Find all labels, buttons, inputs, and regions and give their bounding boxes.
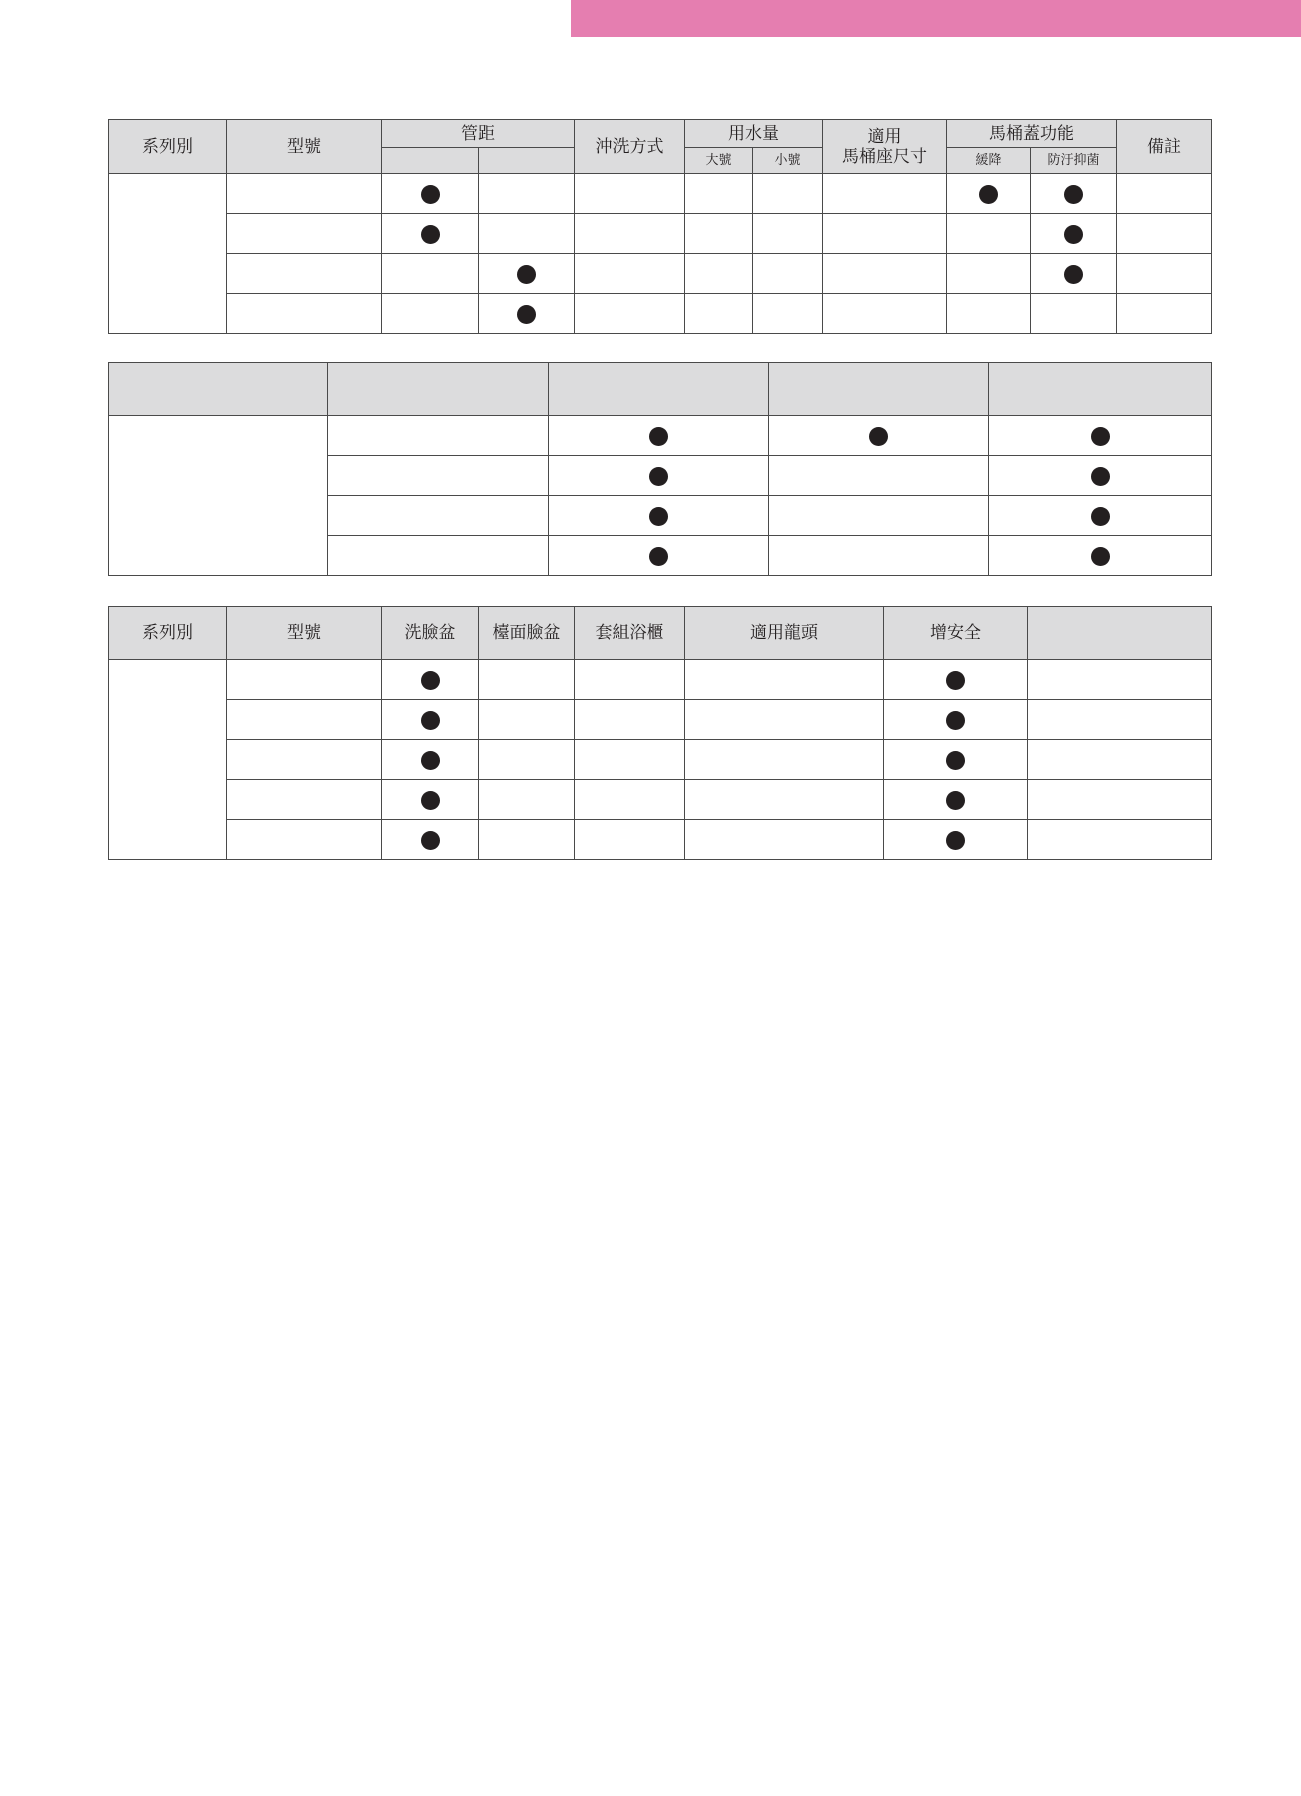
- flush-cell: [575, 174, 685, 214]
- cabinet-set-cell: [575, 780, 685, 820]
- header-counter-basin: 檯面臉盆: [479, 607, 575, 660]
- series-cell: [109, 416, 328, 576]
- seat-size-cell: [823, 174, 947, 214]
- dot-marker: [421, 671, 440, 690]
- dot-marker: [946, 831, 965, 850]
- safety-cell: [884, 780, 1028, 820]
- counter-basin-cell: [479, 740, 575, 780]
- header-pipe-distance: 管距: [382, 120, 575, 148]
- faucet-cell: [685, 660, 884, 700]
- dot-marker: [649, 427, 668, 446]
- pipe-a-cell: [382, 214, 479, 254]
- washbasin-cell: [382, 660, 479, 700]
- antibacterial-cell: [1031, 214, 1117, 254]
- header-col-4: [769, 363, 989, 416]
- col-4-cell: [769, 496, 989, 536]
- dot-marker: [946, 711, 965, 730]
- model-cell: [227, 294, 382, 334]
- col-4-cell: [769, 456, 989, 496]
- header-safety: 增安全: [884, 607, 1028, 660]
- pipe-b-cell: [479, 174, 575, 214]
- dot-marker: [869, 427, 888, 446]
- subheader-small: 小號: [753, 148, 823, 174]
- header-row: [109, 607, 1212, 660]
- dot-marker: [421, 225, 440, 244]
- model-cell: [328, 456, 549, 496]
- header-col-2: [328, 363, 549, 416]
- flush-cell: [575, 294, 685, 334]
- blank-cell: [1028, 740, 1212, 780]
- notes-cell: [1117, 294, 1212, 334]
- dot-marker: [649, 507, 668, 526]
- header-col-3: [549, 363, 769, 416]
- model-cell: [227, 660, 382, 700]
- dot-marker: [1091, 467, 1110, 486]
- dot-marker: [421, 831, 440, 850]
- notes-cell: [1117, 214, 1212, 254]
- safety-cell: [884, 820, 1028, 860]
- counter-basin-cell: [479, 660, 575, 700]
- soft-close-cell: [947, 294, 1031, 334]
- antibacterial-cell: [1031, 254, 1117, 294]
- counter-basin-cell: [479, 820, 575, 860]
- dot-marker: [1091, 547, 1110, 566]
- counter-basin-cell: [479, 700, 575, 740]
- header-seat-size: [823, 120, 947, 174]
- col-5-cell: [989, 536, 1212, 576]
- pipe-a-cell: [382, 174, 479, 214]
- cabinet-set-cell: [575, 700, 685, 740]
- header-row: [109, 120, 1212, 148]
- faucet-cell: [685, 740, 884, 780]
- pipe-b-cell: [479, 214, 575, 254]
- subheader-large: 大號: [685, 148, 753, 174]
- dot-marker: [517, 305, 536, 324]
- series-cell: [109, 660, 227, 860]
- counter-basin-cell: [479, 780, 575, 820]
- col-3-cell: [549, 496, 769, 536]
- cabinet-set-cell: [575, 740, 685, 780]
- subheader-pipe-b: [479, 148, 575, 174]
- table-row: [109, 254, 1212, 294]
- washbasin-cell: [382, 820, 479, 860]
- header-flush-method: 沖洗方式: [575, 120, 685, 174]
- safety-cell: [884, 740, 1028, 780]
- faucet-cell: [685, 780, 884, 820]
- seat-size-cell: [823, 294, 947, 334]
- col-4-cell: [769, 536, 989, 576]
- table-row: [109, 740, 1212, 780]
- dot-marker: [946, 751, 965, 770]
- small-cell: [753, 294, 823, 334]
- washbasin-cell: [382, 700, 479, 740]
- pipe-b-cell: [479, 254, 575, 294]
- cabinet-set-cell: [575, 660, 685, 700]
- cabinet-set-cell: [575, 820, 685, 860]
- dot-marker: [1091, 507, 1110, 526]
- antibacterial-cell: [1031, 174, 1117, 214]
- dot-marker: [1064, 225, 1083, 244]
- safety-cell: [884, 700, 1028, 740]
- header-col-1: [109, 363, 328, 416]
- accent-header-bar: [571, 0, 1301, 37]
- table-row: [109, 416, 1212, 456]
- soft-close-cell: [947, 254, 1031, 294]
- dot-marker: [517, 265, 536, 284]
- small-cell: [753, 174, 823, 214]
- header-col-5: [989, 363, 1212, 416]
- col-5-cell: [989, 416, 1212, 456]
- header-series: 系列別: [109, 607, 227, 660]
- pipe-a-cell: [382, 294, 479, 334]
- flush-cell: [575, 214, 685, 254]
- model-cell: [227, 740, 382, 780]
- blank-cell: [1028, 700, 1212, 740]
- table-row: [109, 294, 1212, 334]
- dot-marker: [421, 185, 440, 204]
- table-row: [109, 214, 1212, 254]
- header-seat-size-line1: 適用: [867, 126, 902, 147]
- dot-marker: [421, 791, 440, 810]
- dot-marker: [421, 711, 440, 730]
- header-series: 系列別: [109, 120, 227, 174]
- table-row: [109, 820, 1212, 860]
- washbasin-cell: [382, 780, 479, 820]
- dot-marker: [421, 751, 440, 770]
- seat-size-cell: [823, 254, 947, 294]
- flush-cell: [575, 254, 685, 294]
- header-model: 型號: [227, 120, 382, 174]
- small-cell: [753, 254, 823, 294]
- dot-marker: [946, 791, 965, 810]
- accessory-spec-table: [108, 362, 1212, 576]
- header-washbasin: 洗臉盆: [382, 607, 479, 660]
- soft-close-cell: [947, 214, 1031, 254]
- basin-spec-table: [108, 606, 1212, 860]
- header-notes: 備註: [1117, 120, 1212, 174]
- col-3-cell: [549, 456, 769, 496]
- col-5-cell: [989, 456, 1212, 496]
- pipe-b-cell: [479, 294, 575, 334]
- model-cell: [227, 780, 382, 820]
- dot-marker: [1064, 265, 1083, 284]
- header-water-usage: 用水量: [685, 120, 823, 148]
- seat-size-cell: [823, 214, 947, 254]
- dot-marker: [946, 671, 965, 690]
- col-5-cell: [989, 496, 1212, 536]
- dot-marker: [649, 467, 668, 486]
- safety-cell: [884, 660, 1028, 700]
- model-cell: [227, 174, 382, 214]
- dot-marker: [1091, 427, 1110, 446]
- soft-close-cell: [947, 174, 1031, 214]
- model-cell: [227, 700, 382, 740]
- blank-cell: [1028, 780, 1212, 820]
- model-cell: [227, 214, 382, 254]
- table-row: [109, 780, 1212, 820]
- large-cell: [685, 214, 753, 254]
- large-cell: [685, 294, 753, 334]
- small-cell: [753, 214, 823, 254]
- subheader-pipe-a: [382, 148, 479, 174]
- table-row: [109, 660, 1212, 700]
- faucet-cell: [685, 820, 884, 860]
- washbasin-cell: [382, 740, 479, 780]
- notes-cell: [1117, 254, 1212, 294]
- model-cell: [328, 416, 549, 456]
- header-row: [109, 363, 1212, 416]
- header-model: 型號: [227, 607, 382, 660]
- header-lid-function: 馬桶蓋功能: [947, 120, 1117, 148]
- toilet-spec-table: [108, 119, 1212, 334]
- model-cell: [328, 536, 549, 576]
- table-row: [109, 700, 1212, 740]
- dot-marker: [649, 547, 668, 566]
- dot-marker: [979, 185, 998, 204]
- col-3-cell: [549, 416, 769, 456]
- pipe-a-cell: [382, 254, 479, 294]
- col-3-cell: [549, 536, 769, 576]
- series-cell: [109, 174, 227, 334]
- subheader-soft-close: 緩降: [947, 148, 1031, 174]
- model-cell: [227, 254, 382, 294]
- notes-cell: [1117, 174, 1212, 214]
- antibacterial-cell: [1031, 294, 1117, 334]
- dot-marker: [1064, 185, 1083, 204]
- table-row: [109, 174, 1212, 214]
- model-cell: [328, 496, 549, 536]
- large-cell: [685, 254, 753, 294]
- faucet-cell: [685, 700, 884, 740]
- model-cell: [227, 820, 382, 860]
- blank-cell: [1028, 820, 1212, 860]
- header-faucet: 適用龍頭: [685, 607, 884, 660]
- subheader-antibacterial: 防汙抑菌: [1031, 148, 1117, 174]
- header-cabinet-set: 套組浴櫃: [575, 607, 685, 660]
- large-cell: [685, 174, 753, 214]
- header-seat-size-line2: 馬桶座尺寸: [842, 146, 927, 167]
- header-blank: [1028, 607, 1212, 660]
- blank-cell: [1028, 660, 1212, 700]
- col-4-cell: [769, 416, 989, 456]
